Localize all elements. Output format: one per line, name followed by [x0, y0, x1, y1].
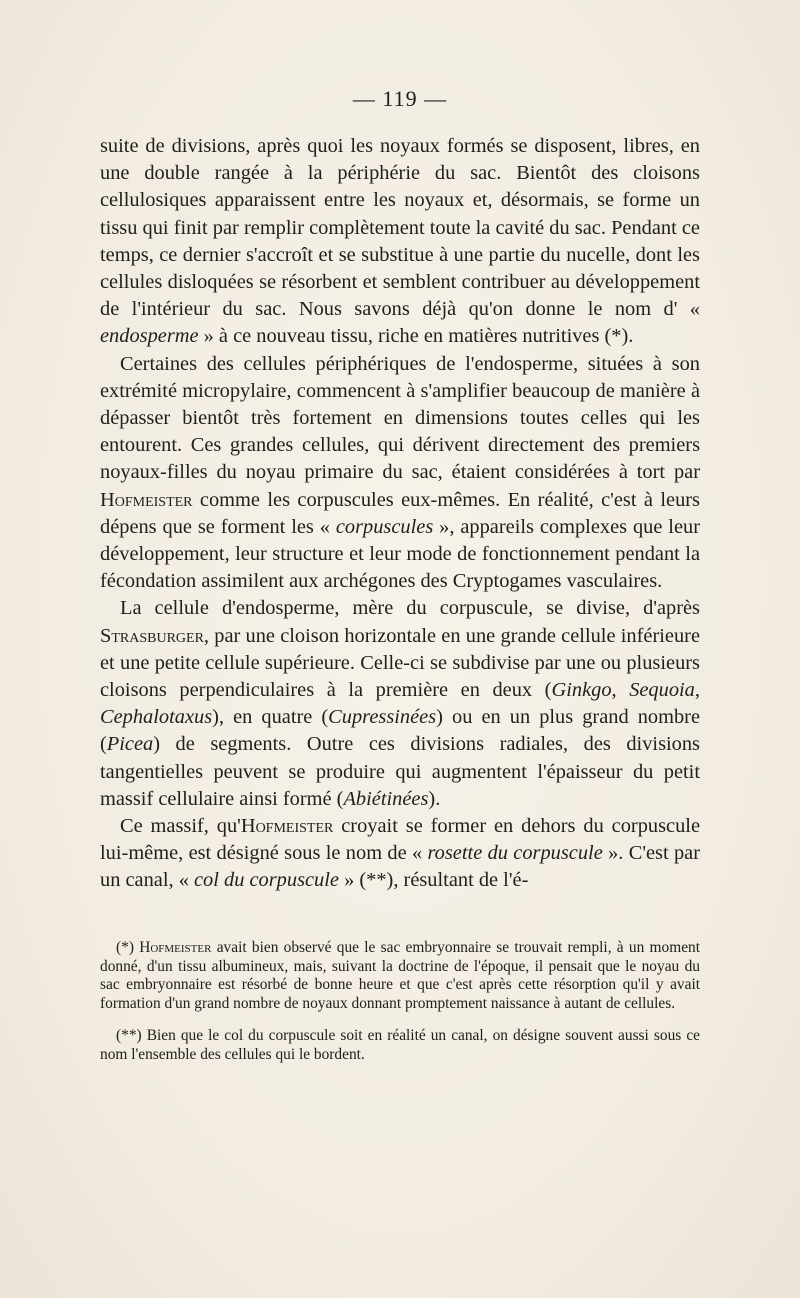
text-run: comme les corpuscules eux-mêmes. En réalité, c'est à leurs dépens que se forment les « [100, 488, 700, 538]
text-run: Strasburger [100, 624, 204, 647]
text-run: endosperme [100, 325, 199, 348]
text-run: ) de segments. Outre ces divisions radiales, des divisions tangentielles peuvent se produire qui augmentent l'épaisseur du petit massif cellulaire ainsi formé ( [100, 733, 700, 810]
text-run: Hofmeister [100, 488, 193, 511]
text-run: ), en quatre ( [212, 706, 329, 729]
page-number: — 119 — [352, 86, 448, 111]
text-run: Sequoia [629, 679, 695, 702]
text-run: », appareils complexes que leur développement, leur structure et leur mode de fonctionnement pendant la fécondation assimilent aux archégones des Cryptogames vasculaires. [100, 515, 701, 593]
text-run: croyait se former en dehors du corpuscule lui-même, est désigné sous le nom de « [100, 815, 700, 865]
footnote [100, 1027, 700, 1064]
text-run: La cellule d'endosperme, mère du corpuscule, se divise, d'après [120, 597, 700, 620]
text-run: , [694, 679, 700, 702]
text-run: » à ce nouveau tissu, riche en matières nutritives (*). [198, 325, 634, 348]
footnote [100, 939, 700, 1013]
text-run: ). [428, 787, 441, 810]
text-run: Cupressinées [328, 706, 437, 729]
text-run: , par une cloison horizontale en une grande cellule inférieure et une petite cellule supérieure. Celle-ci se subdivise par une ou plusieurs cloisons perpendiculaires à la première en deux ( [100, 624, 700, 702]
footnotes [100, 939, 700, 1079]
text-run: (*) [116, 939, 140, 956]
text-run: ) ou en un plus grand nombre ( [100, 706, 700, 756]
text-run: (**) Bien que le col du corpuscule soit en réalité un canal, on désigne souvent aussi sous ce nom l'ensemble des cellules qui le bordent. [100, 1027, 700, 1063]
text-run: , [611, 679, 630, 702]
text-run: Abiétinées [343, 787, 429, 810]
text-run: corpuscules [335, 515, 434, 538]
paragraph [100, 595, 700, 813]
text-run: Ce massif, qu' [120, 815, 241, 838]
text-run: col du corpuscule [194, 869, 339, 892]
text-run: Picea [106, 733, 154, 756]
paragraph [100, 351, 700, 596]
text-run: Ginkgo [551, 679, 612, 702]
text-run: suite de divisions, après quoi les noyaux formés se disposent, libres, en une double rangée à la périphérie du sac. Bientôt des cloisons cellulosiques apparaissent entre les noyaux et, désormais, se forme un tissu qui finit par remplir complètement toute la cavité du sac. Pendant ce temps, ce dernier s'accroît et se substitue à une partie du nucelle, dont les cellules disloquées se résorbent et semblent contribuer au développement de l'intérieur du sac. Nous savons déjà qu'on donne le nom d' « [100, 135, 700, 321]
paragraph [100, 133, 700, 351]
text-run: ». C'est par un canal, « [100, 842, 701, 892]
body-text [100, 133, 700, 895]
text-run: avait bien observé que le sac embryonnaire se trouvait rempli, à un moment donné, d'un tissu albumineux, mais, suivant la doctrine de l'époque, il pensait que le noyau du sac embryonnaire est résorbé de bonne heure et que c'est après cette résorption qu'il y avait formation d'un grand nombre de noyaux donnant promptement naissance à autant de cellules. [100, 939, 700, 1012]
text-run: Hofmeister [139, 939, 212, 956]
text-run: » (**), résultant de l'é- [338, 869, 529, 892]
text-run: Cephalotaxus [100, 706, 213, 729]
text-run: rosette du corpuscule [427, 842, 603, 865]
paragraph [100, 813, 700, 895]
text-run: Certaines des cellules périphériques de l'endosperme, situées à son extrémité micropylaire, commencent à s'amplifier beaucoup de manière à dépasser bientôt très fortement en dimensions toutes celles qui les entourent. Ces grandes cellules, qui dérivent directement des premiers noyaux-filles du noyau primaire du sac, étaient considérées à tort par [100, 352, 700, 484]
text-run: Hofmeister [240, 815, 334, 838]
